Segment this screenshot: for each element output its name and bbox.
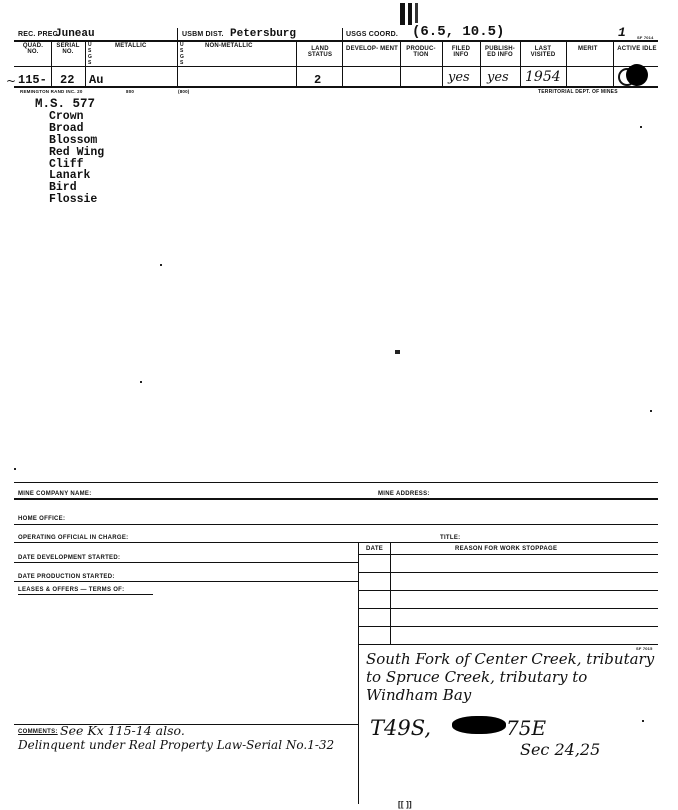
col-non-metallic: NON-METALLIC	[205, 43, 253, 49]
header-mid-rule	[14, 66, 658, 67]
claim-list	[35, 99, 104, 206]
table-row	[358, 608, 658, 609]
scan-speck	[395, 350, 400, 354]
col-usgs-letters-2: U S G S	[180, 42, 185, 66]
record-tick: ~	[6, 74, 17, 88]
form-number: SF 7014	[637, 35, 654, 40]
claim-item: Bird	[49, 181, 77, 195]
range: 75E	[506, 716, 547, 740]
col-divider	[342, 28, 343, 86]
claim-title: M.S. 577	[35, 97, 96, 111]
col-divider	[177, 28, 178, 86]
scan-speck	[650, 410, 652, 412]
record-serial: 22	[60, 73, 75, 87]
record-published-info: yes	[487, 70, 509, 85]
scan-speck	[640, 126, 642, 128]
usgs-coord-value: (6.5, 10.5)	[412, 24, 505, 40]
col-active-idle: ACTIVE IDLE	[617, 46, 657, 52]
record-land-status: 2	[314, 73, 322, 87]
header-bottom-rule	[14, 86, 658, 88]
col-divider	[566, 40, 567, 86]
col-published-info: PUBLISH- ED INFO	[485, 46, 515, 58]
claim-item: Lanark	[49, 169, 91, 183]
mine-company-label: MINE COMPANY NAME:	[18, 491, 92, 497]
col-divider	[85, 40, 86, 86]
table-row	[358, 554, 658, 555]
col-merit: MERIT	[578, 46, 598, 52]
form-number-2: SF 7015	[636, 646, 653, 651]
date-dev-started-label: DATE DEVELOPMENT STARTED:	[18, 555, 121, 561]
footer-band-left: REMINGTON RAND INC. 20	[20, 89, 83, 94]
reason-col-header: REASON FOR WORK STOPPAGE	[455, 546, 558, 552]
claim-item: Crown	[49, 109, 84, 123]
col-filed-info: FILED INFO	[451, 46, 471, 58]
home-office-label: HOME OFFICE:	[18, 516, 66, 522]
col-production: PRODUC- TION	[406, 46, 436, 58]
scan-speck	[140, 381, 142, 383]
location-line-2: to Spruce Creek, tributary to	[366, 668, 588, 686]
mine-address-label: MINE ADDRESS:	[378, 491, 430, 497]
page-mark: [[ ]]	[398, 800, 412, 809]
col-last-visited: LAST VISITED	[530, 46, 556, 58]
leases-underline	[18, 594, 153, 595]
township: T49S,	[370, 716, 432, 740]
header-top-rule	[14, 40, 658, 42]
usbm-dist-value: Petersburg	[230, 28, 297, 40]
location-line-3: Windham Bay	[366, 686, 472, 704]
col-land-status: LAND STATUS	[307, 46, 333, 58]
prod-rule	[14, 581, 358, 582]
mine-company-rule	[14, 498, 658, 500]
claim-item: Broad	[49, 121, 84, 135]
col-divider	[442, 40, 443, 86]
binder-mark	[415, 3, 418, 23]
table-row	[358, 626, 658, 627]
claim-item: Red Wing	[49, 145, 105, 159]
col-usgs-letters: U S G S	[88, 42, 93, 66]
section: Sec 24,25	[520, 740, 601, 759]
date-prod-started-label: DATE PRODUCTION STARTED:	[18, 574, 115, 580]
scan-speck	[160, 264, 162, 266]
form-top-rule	[14, 482, 658, 483]
binder-mark	[400, 3, 405, 25]
comment-line-2: Delinquent under Real Property Law-Serial No.1-32	[18, 738, 335, 752]
table-row	[358, 572, 658, 573]
claim-item: Flossie	[49, 193, 98, 207]
col-divider	[613, 40, 614, 86]
table-row	[358, 644, 658, 645]
comment-line-1: See Kx 115-14 also.	[60, 723, 185, 738]
claim-item: Blossom	[49, 133, 98, 147]
footer-band-right: TERRITORIAL DEPT. OF MINES	[538, 89, 618, 95]
footer-band-mid2: (800)	[178, 89, 190, 94]
col-divider	[400, 40, 401, 86]
active-idle-dot	[626, 64, 648, 86]
col-divider	[520, 40, 521, 86]
date-col-header: DATE	[366, 546, 384, 552]
col-metallic: METALLIC	[115, 43, 147, 49]
usgs-coord-label: USGS COORD.	[346, 31, 398, 38]
record-quad: 115-	[18, 73, 47, 87]
comments-label: COMMENTS:	[18, 729, 58, 735]
leases-label: LEASES & OFFERS — TERMS OF:	[18, 587, 125, 593]
col-quad-no: QUAD. NO.	[22, 43, 44, 55]
table-date-divider	[390, 542, 391, 644]
record-last-visited: 1954	[525, 69, 561, 85]
footer-band-mid1: 800	[126, 89, 135, 94]
redaction-blot	[452, 716, 506, 734]
scan-speck	[642, 720, 644, 722]
scan-speck	[14, 468, 16, 470]
record-filed-info: yes	[448, 70, 470, 85]
home-office-rule	[14, 524, 658, 525]
title-label: TITLE:	[440, 535, 461, 541]
col-development: DEVELOP- MENT	[346, 46, 398, 52]
record-metallic: Au	[89, 73, 104, 87]
sheet-mark: 1	[618, 25, 626, 40]
claim-item: Cliff	[49, 157, 84, 171]
operating-official-label: OPERATING OFFICIAL IN CHARGE:	[18, 535, 129, 541]
dev-rule	[14, 562, 358, 563]
col-divider	[480, 40, 481, 86]
official-rule	[14, 542, 658, 543]
rec-prec-value: Juneau	[55, 28, 95, 40]
rec-prec-label: REC. PREC.	[18, 31, 61, 38]
usbm-dist-label: USBM DIST.	[182, 31, 224, 38]
col-divider	[296, 40, 297, 86]
location-line-1: South Fork of Center Creek, tributary	[366, 650, 655, 668]
table-left-edge	[358, 542, 359, 804]
col-serial-no: SERIAL NO.	[56, 43, 80, 55]
binder-mark	[408, 3, 412, 25]
table-row	[358, 590, 658, 591]
